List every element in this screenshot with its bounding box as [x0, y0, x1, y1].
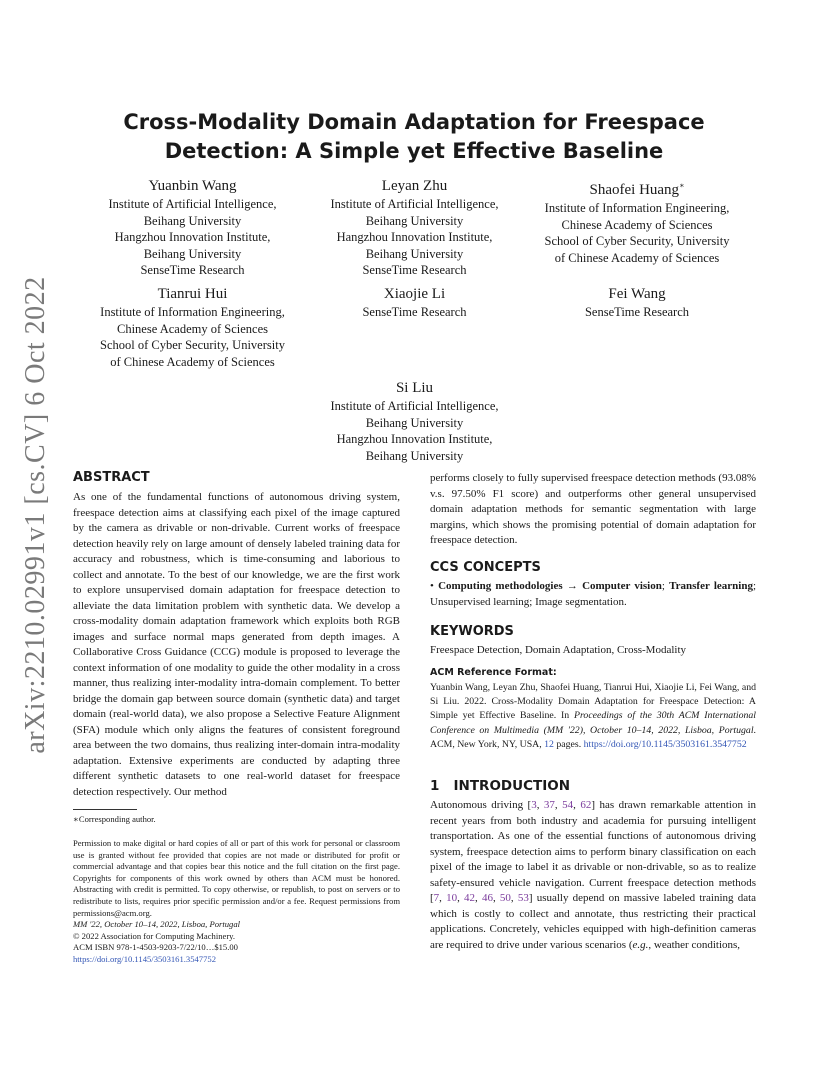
acm-ref-heading: ACM Reference Format:: [430, 667, 557, 678]
footnote-rule: [73, 809, 137, 810]
conference-line: MM '22, October 10–14, 2022, Lisboa, Portugal: [73, 919, 241, 930]
footnote: ∗Corresponding author.: [73, 814, 156, 824]
citation-link[interactable]: 54: [562, 799, 574, 811]
arxiv-identifier: [14, 276, 58, 754]
pages-link[interactable]: 12: [544, 738, 554, 750]
intro-text-part: , weather conditions,: [648, 938, 741, 951]
intro-heading: [430, 778, 570, 794]
citation-link[interactable]: 3: [531, 799, 537, 811]
author-affiliation: Institute of Artificial Intelligence, Beihang University Hangzhou Innovation Institute, Beihang University SenseTime Research: [330, 197, 499, 277]
author-name: Leyan Zhu: [381, 178, 448, 194]
ccs-text: • Computing methodologies → Computer vision; Transfer learning; Unsupervised learning; Image segmentation.: [430, 580, 757, 608]
acm-ref-venue: Proceedings of the 30th ACM International Conference on Multimedia (MM '22), October 10–14, 2022, Lisboa, Portugal: [430, 710, 756, 736]
permission-block: [73, 838, 400, 966]
citation-link[interactable]: 37: [543, 799, 555, 811]
abstract-heading: ABSTRACT: [73, 470, 150, 485]
author-block: [80, 284, 305, 370]
author-name: Si Liu: [395, 380, 434, 396]
author-name: Tianrui Hui: [157, 286, 228, 302]
author-affiliation: Institute of Artificial Intelligence, Beihang University Hangzhou Innovation Institute, Beihang University: [330, 399, 499, 463]
section-title: INTRODUCTION: [453, 778, 570, 794]
citation-separator: ,: [475, 892, 482, 904]
citation-link[interactable]: 50: [499, 892, 511, 904]
citation-separator: ,: [510, 892, 518, 904]
author-name: Fei Wang: [608, 286, 666, 302]
author-block: [527, 284, 747, 321]
acm-ref-authors: Yuanbin Wang, Leyan Zhu, Shaofei Huang, Tianrui Hui, Xiaojie Li, Fei Wang, and Si Liu. 2022. Cross-Modality Domain Adaptation for Freespace Detection: A Simple yet Effective Baseline. In: [430, 682, 756, 722]
intro-text: [430, 798, 756, 953]
arrow-icon: →: [566, 580, 578, 592]
doi-link[interactable]: https://doi.org/10.1145/3503161.3547752: [583, 738, 747, 750]
intro-text-part: Autonomous driving [: [430, 799, 532, 811]
author-name: Yuanbin Wang: [148, 178, 237, 194]
author-block: [307, 378, 522, 464]
corresponding-mark: ∗: [679, 181, 685, 190]
citation-separator: ,: [457, 892, 465, 904]
author-block: [307, 284, 522, 321]
copyright-line: © 2022 Association for Computing Machinery.: [73, 930, 236, 941]
permission-text: Permission to make digital or hard copies of all or part of this work for personal or classroom use is granted without fee provided that copies are not made or distributed for profit or commercial advantage and that copies bear this notice and the full citation on the first page. Copyrights for components of this work owned by others than ACM must be honored. Abstracting with credit is permitted. To copy otherwise, or republish, to post on servers or to redistribute to lists, requires prior specific permission and/or a fee. Request permissions from permissions@acm.org.: [73, 838, 400, 918]
abstract-text: As one of the fundamental functions of autonomous driving system, freespace detection aims at classifying each pixel of the image captured by the camera as drivable or non-drivable. Current works of freespace detection heavily rely on large amount of densely labeled training data for accuracy and robustness, which is time-consuming and laborious to collect and annotate. To the best of our knowledge, we are the first work to explore unsupervised domain adaptation for freespace detection to alleviate the data limitation problem with synthetic data. We develop a cross-modality domain adaptation framework which exploits both RGB images and surface normal maps generated from depth images. A Collaborative Cross Guidance (CCG) module is proposed to leverage the context information of one modality to guide the other modality in a cross manner, thus realizing inter-modality intra-domain complement. To better bridge the domain gap between source domain (synthetic data) and target domain (real-world data), we also propose a Selective Feature Alignment (SFA) module which only aligns the features of consistent foreground area between the two domains, thus realizing inter-domain intra-modality adaptation. Extensive experiments are conducted by adapting three different synthetic datasets to one real-world dataset for freespace detection respectively. Our method: [73, 491, 400, 798]
ccs-term: Transfer learning: [669, 580, 753, 592]
intro-text-part: ] has drawn remarkable attention in recent years from both industry and academia for pursuing intelligent transportation. As one of the essential functions of autonomous driving system, freespace detection aims to perform binary classification on each pixel of the image to label it as drivable or non-drivable, so as to realize safety-ensured vehicle navigation. Current freespace detection methods [: [430, 799, 757, 904]
author-affiliation: Institute of Information Engineering, Chinese Academy of Sciences School of Cyber Security, University of Chinese Academy of Sciences: [544, 201, 730, 265]
acm-ref-text: [430, 681, 756, 752]
ccs-term: Computer vision: [582, 580, 662, 592]
author-block: [85, 176, 300, 279]
abstract-continued: performs closely to fully supervised freespace detection methods (93.08% v.s. 97.50% F1 score) and outperforms other general unsupervised domain adaptation methods for semantic segmentation with large margins, which shows the promising potential of domain adaptation for freespace detection.: [430, 472, 756, 546]
citation-link[interactable]: 53: [517, 892, 529, 904]
intro-text-italic: e.g.: [632, 938, 649, 951]
author-block: [307, 176, 522, 279]
author-affiliation: Institute of Artificial Intelligence, Beihang University Hangzhou Innovation Institute, Beihang University SenseTime Research: [108, 197, 277, 277]
doi-link[interactable]: https://doi.org/10.1145/3503161.3547752: [73, 953, 216, 964]
citation-separator: ,: [492, 892, 500, 904]
citation-link[interactable]: 7: [433, 892, 440, 904]
keywords-heading: KEYWORDS: [430, 624, 514, 639]
intro-text-part: ] usually depend on massive labeled training data which is costly to collect and annotate, thus restricting their practical applications. Concretely, vehicles equipped with high-definition cameras are required to drive under various scenarios (: [430, 892, 757, 951]
acm-ref-pages-suffix: pages.: [553, 738, 584, 750]
paper-title: Cross-Modality Domain Adaptation for Freespace Detection: A Simple yet Effective Baseline: [123, 110, 705, 163]
isbn-line: ACM ISBN 978-1-4503-9203-7/22/10…$15.00: [73, 942, 238, 953]
section-number: 1: [430, 778, 440, 794]
citation-link[interactable]: 62: [580, 799, 592, 811]
ccs-heading: CCS CONCEPTS: [430, 560, 541, 575]
citation-separator: ,: [573, 799, 581, 811]
ccs-term: Computing methodologies: [438, 580, 563, 592]
keywords-text: Freespace Detection, Domain Adaptation, Cross-Modality: [430, 644, 686, 656]
citation-separator: ,: [439, 892, 447, 904]
author-affiliation: SenseTime Research: [584, 305, 690, 319]
arxiv-identifier-text: arXiv:2210.02991v1 [cs.CV] 6 Oct 2022: [20, 276, 51, 754]
citation-link[interactable]: 42: [464, 892, 476, 904]
author-affiliation: Institute of Information Engineering, Chinese Academy of Sciences School of Cyber Security, University of Chinese Academy of Sciences: [100, 305, 285, 369]
author-name: Xiaojie Li: [383, 286, 446, 302]
citation-separator: ,: [554, 799, 563, 811]
citation-link[interactable]: 10: [446, 892, 458, 904]
citation-link[interactable]: 46: [481, 892, 493, 904]
ccs-bullet: •: [430, 580, 434, 592]
author-affiliation: SenseTime Research: [362, 305, 467, 319]
ccs-rest: ; Unsupervised learning; Image segmentation.: [430, 580, 757, 608]
author-name: Shaofei Huang: [589, 182, 680, 198]
acm-ref-rest: . ACM, New York, NY, USA,: [430, 724, 756, 750]
author-block: [527, 176, 747, 266]
citation-separator: ,: [536, 799, 544, 811]
